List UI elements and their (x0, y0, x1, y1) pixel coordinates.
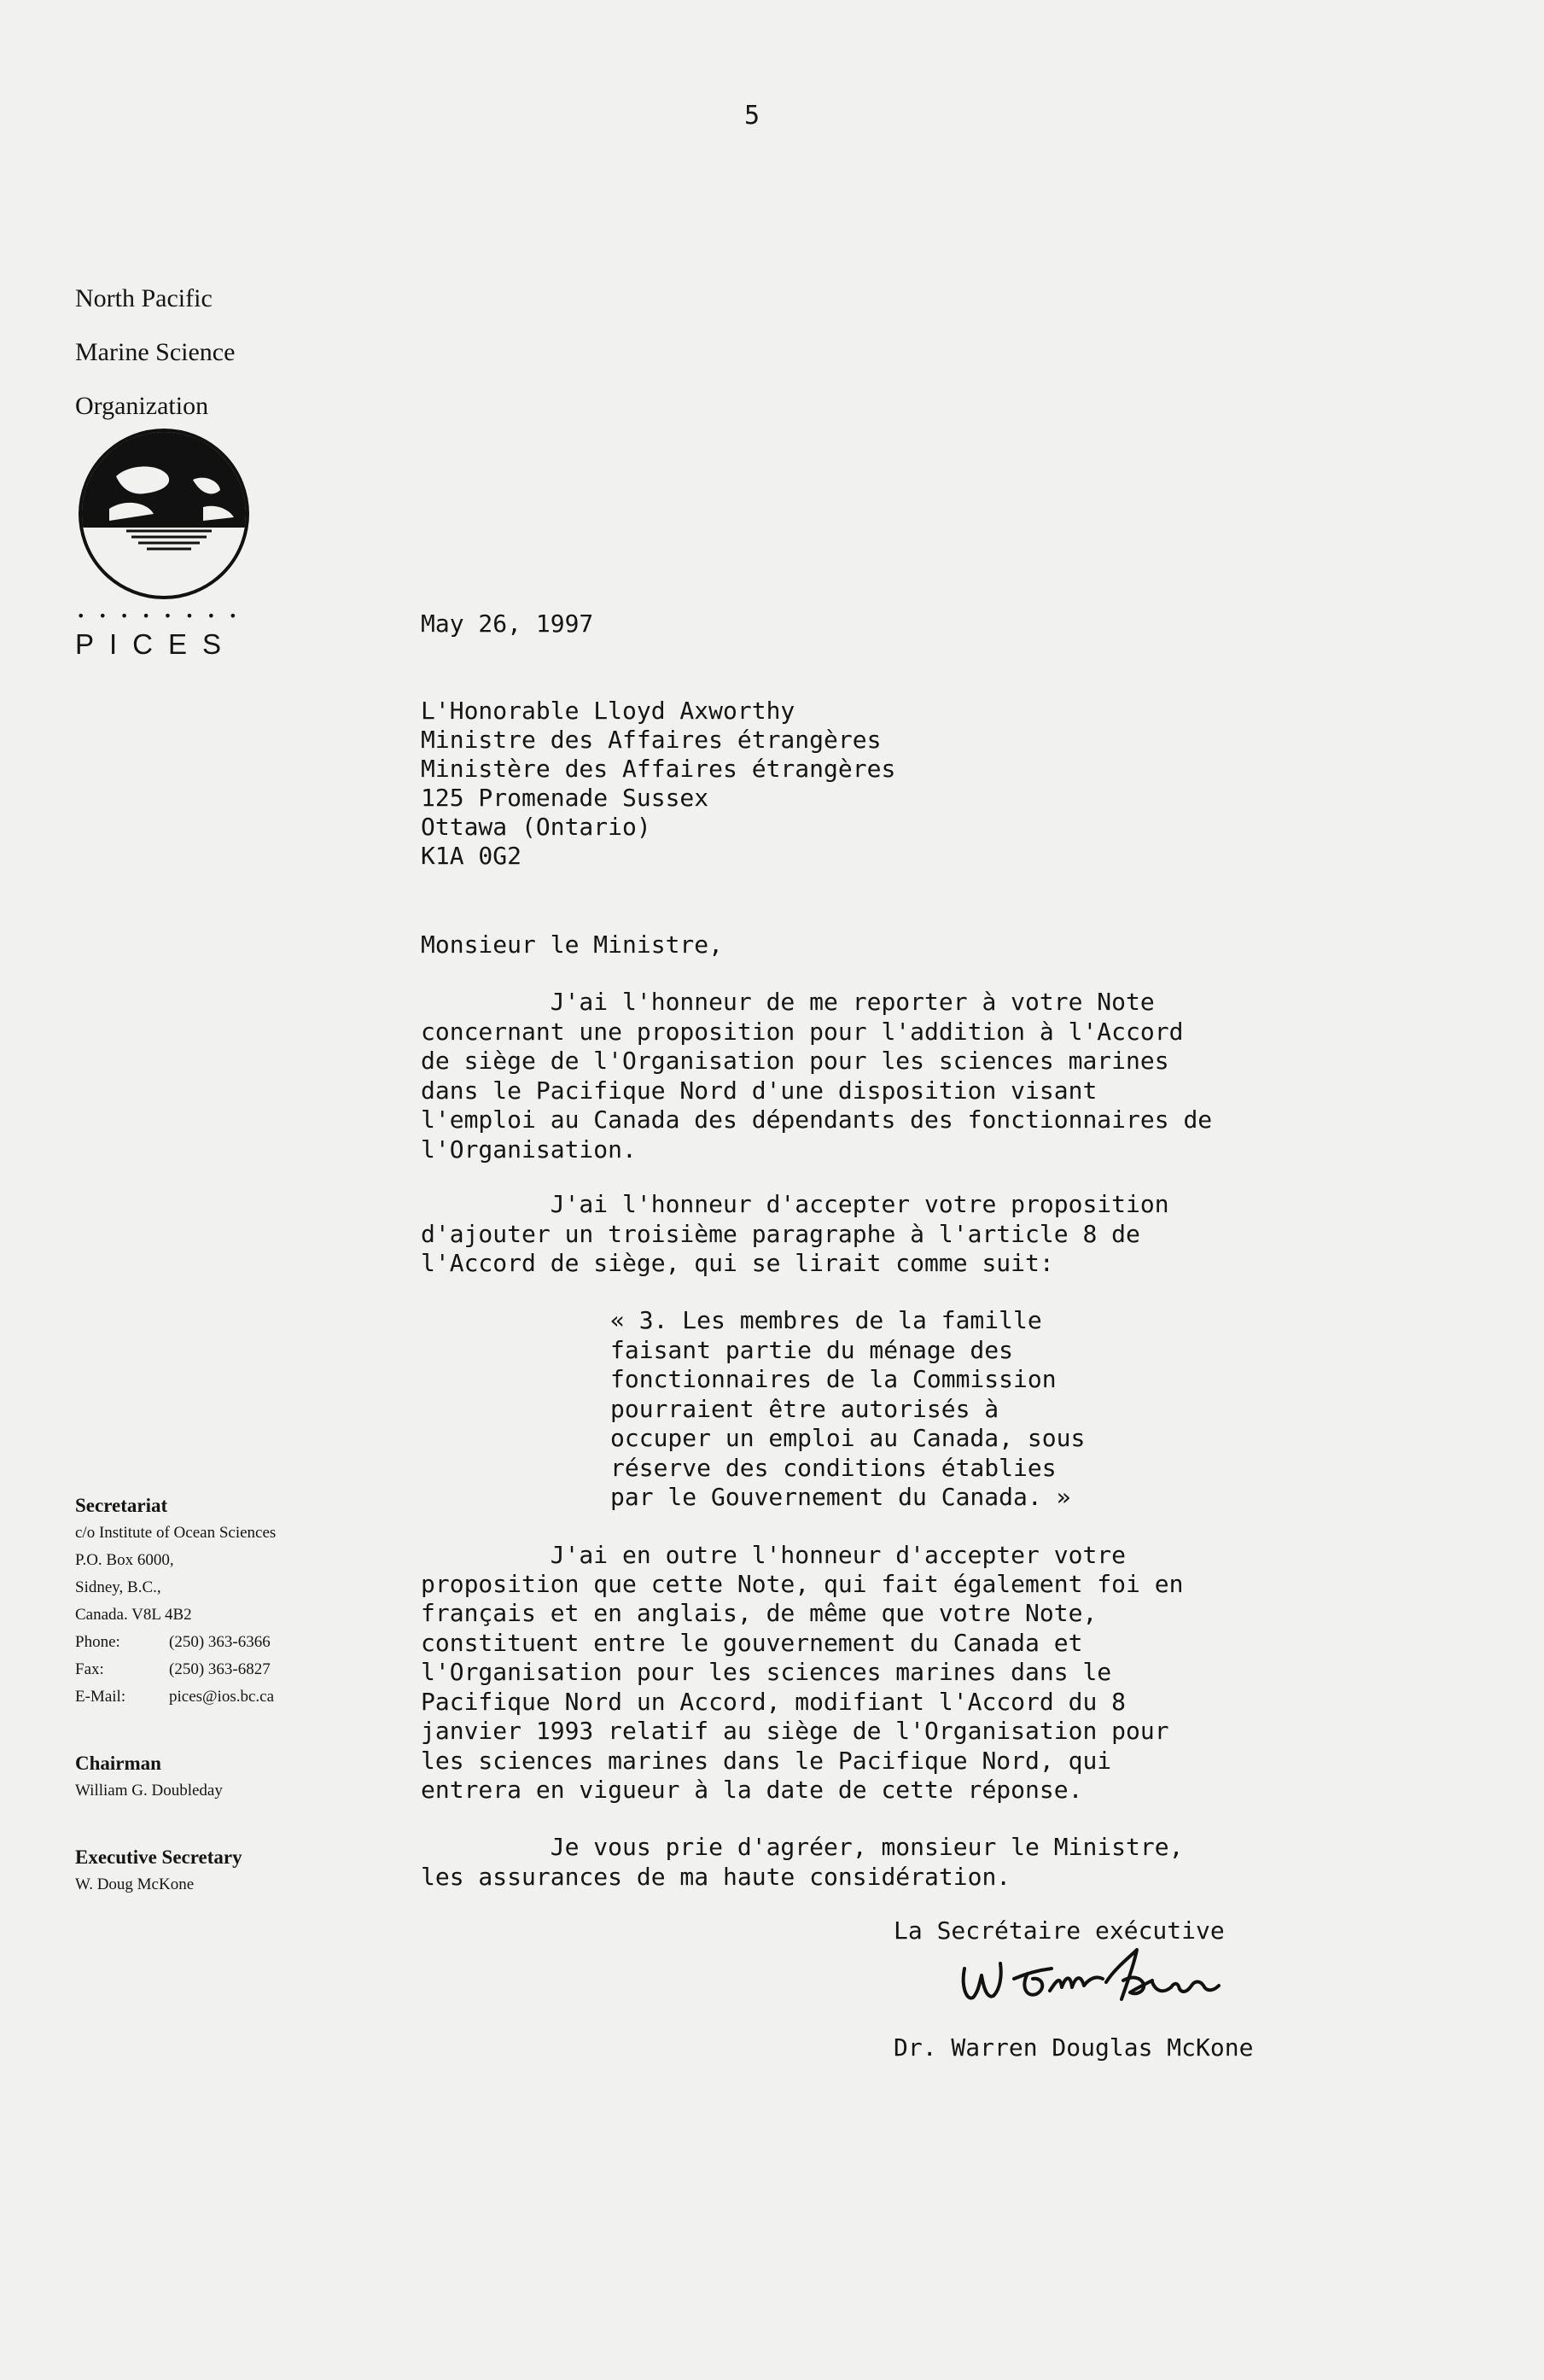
address-line: Sidney, B.C., (75, 1578, 161, 1596)
signatory-name: Dr. Warren Douglas McKone (894, 2033, 1254, 2062)
address-line: c/o Institute of Ocean Sciences (75, 1524, 277, 1542)
email-line (75, 1683, 365, 1711)
paragraph-line: concernant une proposition pour l'addition à l'Accord (421, 1018, 1184, 1046)
paragraph-line: l'Organisation. (421, 1135, 637, 1164)
email-label: E-Mail: (75, 1688, 126, 1706)
address-line: P.O. Box 6000, (75, 1551, 174, 1569)
paragraph-line: J'ai l'honneur de me reporter à votre Note (421, 988, 1155, 1016)
executive-secretary-name: W. Doug McKone (75, 1875, 195, 1893)
paragraph-line: l'Organisation pour les sciences marines dans le (421, 1658, 1112, 1686)
paragraph-line: J'ai en outre l'honneur d'accepter votre (421, 1541, 1127, 1569)
paragraph-line: les sciences marines dans le Pacifique Nord, qui (421, 1747, 1112, 1775)
org-name-line: Marine Science (75, 338, 236, 366)
paragraph-line: l'emploi au Canada des dépendants des fonctionnaires de (421, 1105, 1213, 1134)
org-name-line: North Pacific (75, 284, 213, 312)
signatory-title: La Secrétaire exécutive (894, 1916, 1225, 1945)
org-name-line: Organization (75, 392, 209, 420)
phone-value: (250) 363-6366 (169, 1633, 271, 1651)
quote-line: « 3. Les membres de la famille (610, 1306, 1042, 1334)
quote-line: pourraient être autorisés à (610, 1395, 999, 1423)
letter-date: May 26, 1997 (421, 610, 594, 638)
quote-line: faisant partie du ménage des (610, 1336, 1014, 1364)
paragraph-line: entrera en vigueur à la date de cette réponse. (421, 1776, 1083, 1804)
handwritten-signature-icon (947, 1938, 1263, 2020)
recipient-address-line: Ottawa (Ontario) (421, 813, 651, 841)
fax-value: (250) 363-6827 (169, 1660, 271, 1678)
paragraph-line: l'Accord de siège, qui se lirait comme suit: (421, 1249, 1054, 1277)
chairman-heading: Chairman (75, 1753, 161, 1774)
page-number: 5 (744, 101, 760, 131)
letterhead-acronym: PICES (75, 628, 237, 660)
quote-line: occuper un emploi au Canada, sous (610, 1424, 1086, 1452)
recipient-address-line: Ministère des Affaires étrangères (421, 755, 896, 783)
phone-line (75, 1629, 365, 1656)
paragraph-line: constituent entre le gouvernement du Canada et (421, 1629, 1083, 1657)
executive-secretary-heading: Executive Secretary (75, 1846, 242, 1868)
quote-line: réserve des conditions établies (610, 1454, 1057, 1482)
recipient-address-line: L'Honorable Lloyd Axworthy (421, 697, 795, 725)
chairman-name: William G. Doubleday (75, 1782, 223, 1800)
closing-line: les assurances de ma haute considération. (421, 1863, 1011, 1891)
fax-line (75, 1656, 365, 1683)
paragraph-line: J'ai l'honneur d'accepter votre proposition (421, 1190, 1169, 1218)
paragraph-line: dans le Pacifique Nord d'une disposition visant (421, 1076, 1098, 1105)
quote-line: fonctionnaires de la Commission (610, 1365, 1057, 1393)
paragraph-line: Pacifique Nord un Accord, modifiant l'Accord du 8 (421, 1688, 1127, 1716)
recipient-address-line: Ministre des Affaires étrangères (421, 726, 882, 754)
paragraph-line: proposition que cette Note, qui fait également foi en (421, 1570, 1184, 1598)
closing-line: Je vous prie d'agréer, monsieur le Ministre, (421, 1833, 1184, 1861)
paragraph-line: d'ajouter un troisième paragraphe à l'article 8 de (421, 1220, 1140, 1248)
email-value: pices@ios.bc.ca (169, 1688, 275, 1706)
sidebar-contact-block (75, 1492, 365, 1899)
recipient-address-line: 125 Promenade Sussex (421, 784, 709, 812)
paragraph-line: français et en anglais, de même que votre Note, (421, 1599, 1098, 1627)
address-line: Canada. V8L 4B2 (75, 1606, 192, 1624)
pices-globe-logo-icon (75, 425, 253, 603)
phone-label: Phone: (75, 1633, 120, 1651)
paragraph-line: de siège de l'Organisation pour les sciences marines (421, 1047, 1169, 1075)
paragraph-line: janvier 1993 relatif au siège de l'Organisation pour (421, 1717, 1169, 1745)
letterhead-dots: •••••••• (77, 608, 251, 624)
fax-label: Fax: (75, 1660, 104, 1678)
recipient-address-line: K1A 0G2 (421, 842, 522, 870)
secretariat-heading: Secretariat (75, 1495, 168, 1516)
salutation: Monsieur le Ministre, (421, 930, 724, 959)
letterhead-org-name (75, 271, 235, 433)
quote-line: par le Gouvernement du Canada. » (610, 1483, 1071, 1511)
